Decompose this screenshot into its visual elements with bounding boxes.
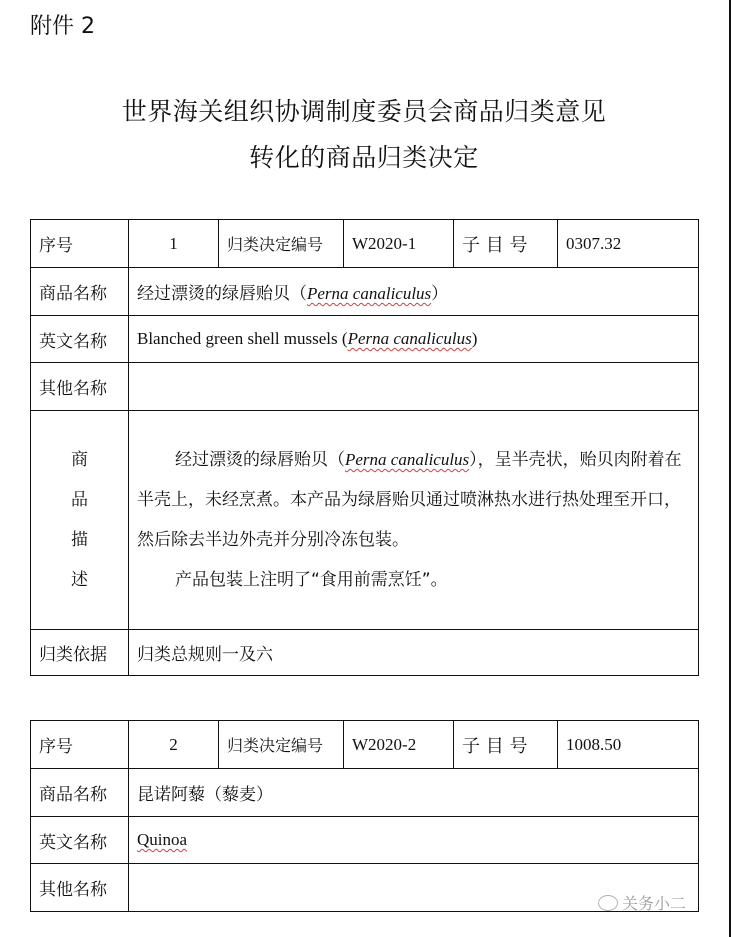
table-row [31,220,699,268]
subheading-label [454,721,558,769]
table-row [31,721,699,769]
product-name-close: ） [431,284,449,303]
other-name-value [129,363,699,411]
product-name-label: 商品名称 [31,268,129,316]
decision-no-label: 归类决定编号 [219,220,344,268]
english-name-latin: Perna canaliculus [347,329,472,348]
description-label-char: 商 [71,450,88,470]
basis-value: 归类总规则一及六 [129,630,699,676]
description-value [129,411,699,630]
description-latin: Perna canaliculus [345,450,470,469]
product-name-value [129,268,699,316]
attachment-label: 附件 2 [30,14,95,39]
subheading-value: 1008.50 [558,721,699,769]
table-row [31,268,699,316]
decision-no-value: W2020-2 [344,721,454,769]
product-name-label: 商品名称 [31,769,129,817]
seq-label: 序号 [31,220,129,268]
description-label-char: 描 [71,530,88,550]
basis-label: 归类依据 [31,630,129,676]
seq-label: 序号 [31,721,129,769]
table-row [31,411,699,630]
seq-value: 2 [129,721,219,769]
classification-table-2 [30,720,699,912]
description-paragraph-2: 产品包装上注明了“食用前需烹饪”。 [175,570,448,590]
english-name-value [129,316,699,363]
english-name-value [129,817,699,864]
description-label-char: 品 [71,490,88,510]
description-text: 经过漂烫的绿唇贻贝（ [175,450,345,470]
description-text: ），呈半壳状，贻贝肉附着在半壳上，未经烹煮。本产品为绿唇贻贝通过喷淋热水进行热处理至开口，然后除去半边外壳并分别冷冻包装。 [137,450,682,550]
product-name-value: 昆诺阿藜（藜麦） [129,769,699,817]
table-row [31,817,699,864]
document-title-line1: 世界海关组织协调制度委员会商品归类意见 [121,97,607,126]
watermark-text: 关务小二 [622,894,687,913]
english-name-text: Blanched green shell mussels ( [137,329,348,348]
product-name-cn: 经过漂烫的绿唇贻贝（ [137,284,307,304]
english-name-text: Quinoa [137,830,188,849]
english-name-close: ) [471,329,478,348]
document-title-line2: 转化的商品归类决定 [249,143,479,172]
other-name-label: 其他名称 [31,363,129,411]
other-name-label: 其他名称 [31,864,129,912]
table-row [31,363,699,411]
subheading-label-text: 子 目 号 [462,735,528,757]
description-label [31,411,129,630]
english-name-label: 英文名称 [31,817,129,864]
classification-table-1 [30,219,699,676]
watermark [598,891,686,914]
english-name-label: 英文名称 [31,316,129,363]
seq-value: 1 [129,220,219,268]
table-row [31,769,699,817]
description-label-char: 述 [71,570,88,590]
decision-no-label: 归类决定编号 [219,721,344,769]
table-row [31,630,699,676]
wechat-icon [598,895,618,911]
product-name-latin: Perna canaliculus [307,284,432,303]
decision-no-value: W2020-1 [344,220,454,268]
description-paragraph-1 [137,440,692,560]
subheading-label [454,220,558,268]
subheading-value: 0307.32 [558,220,699,268]
subheading-label-text: 子 目 号 [462,234,528,256]
table-row [31,316,699,363]
